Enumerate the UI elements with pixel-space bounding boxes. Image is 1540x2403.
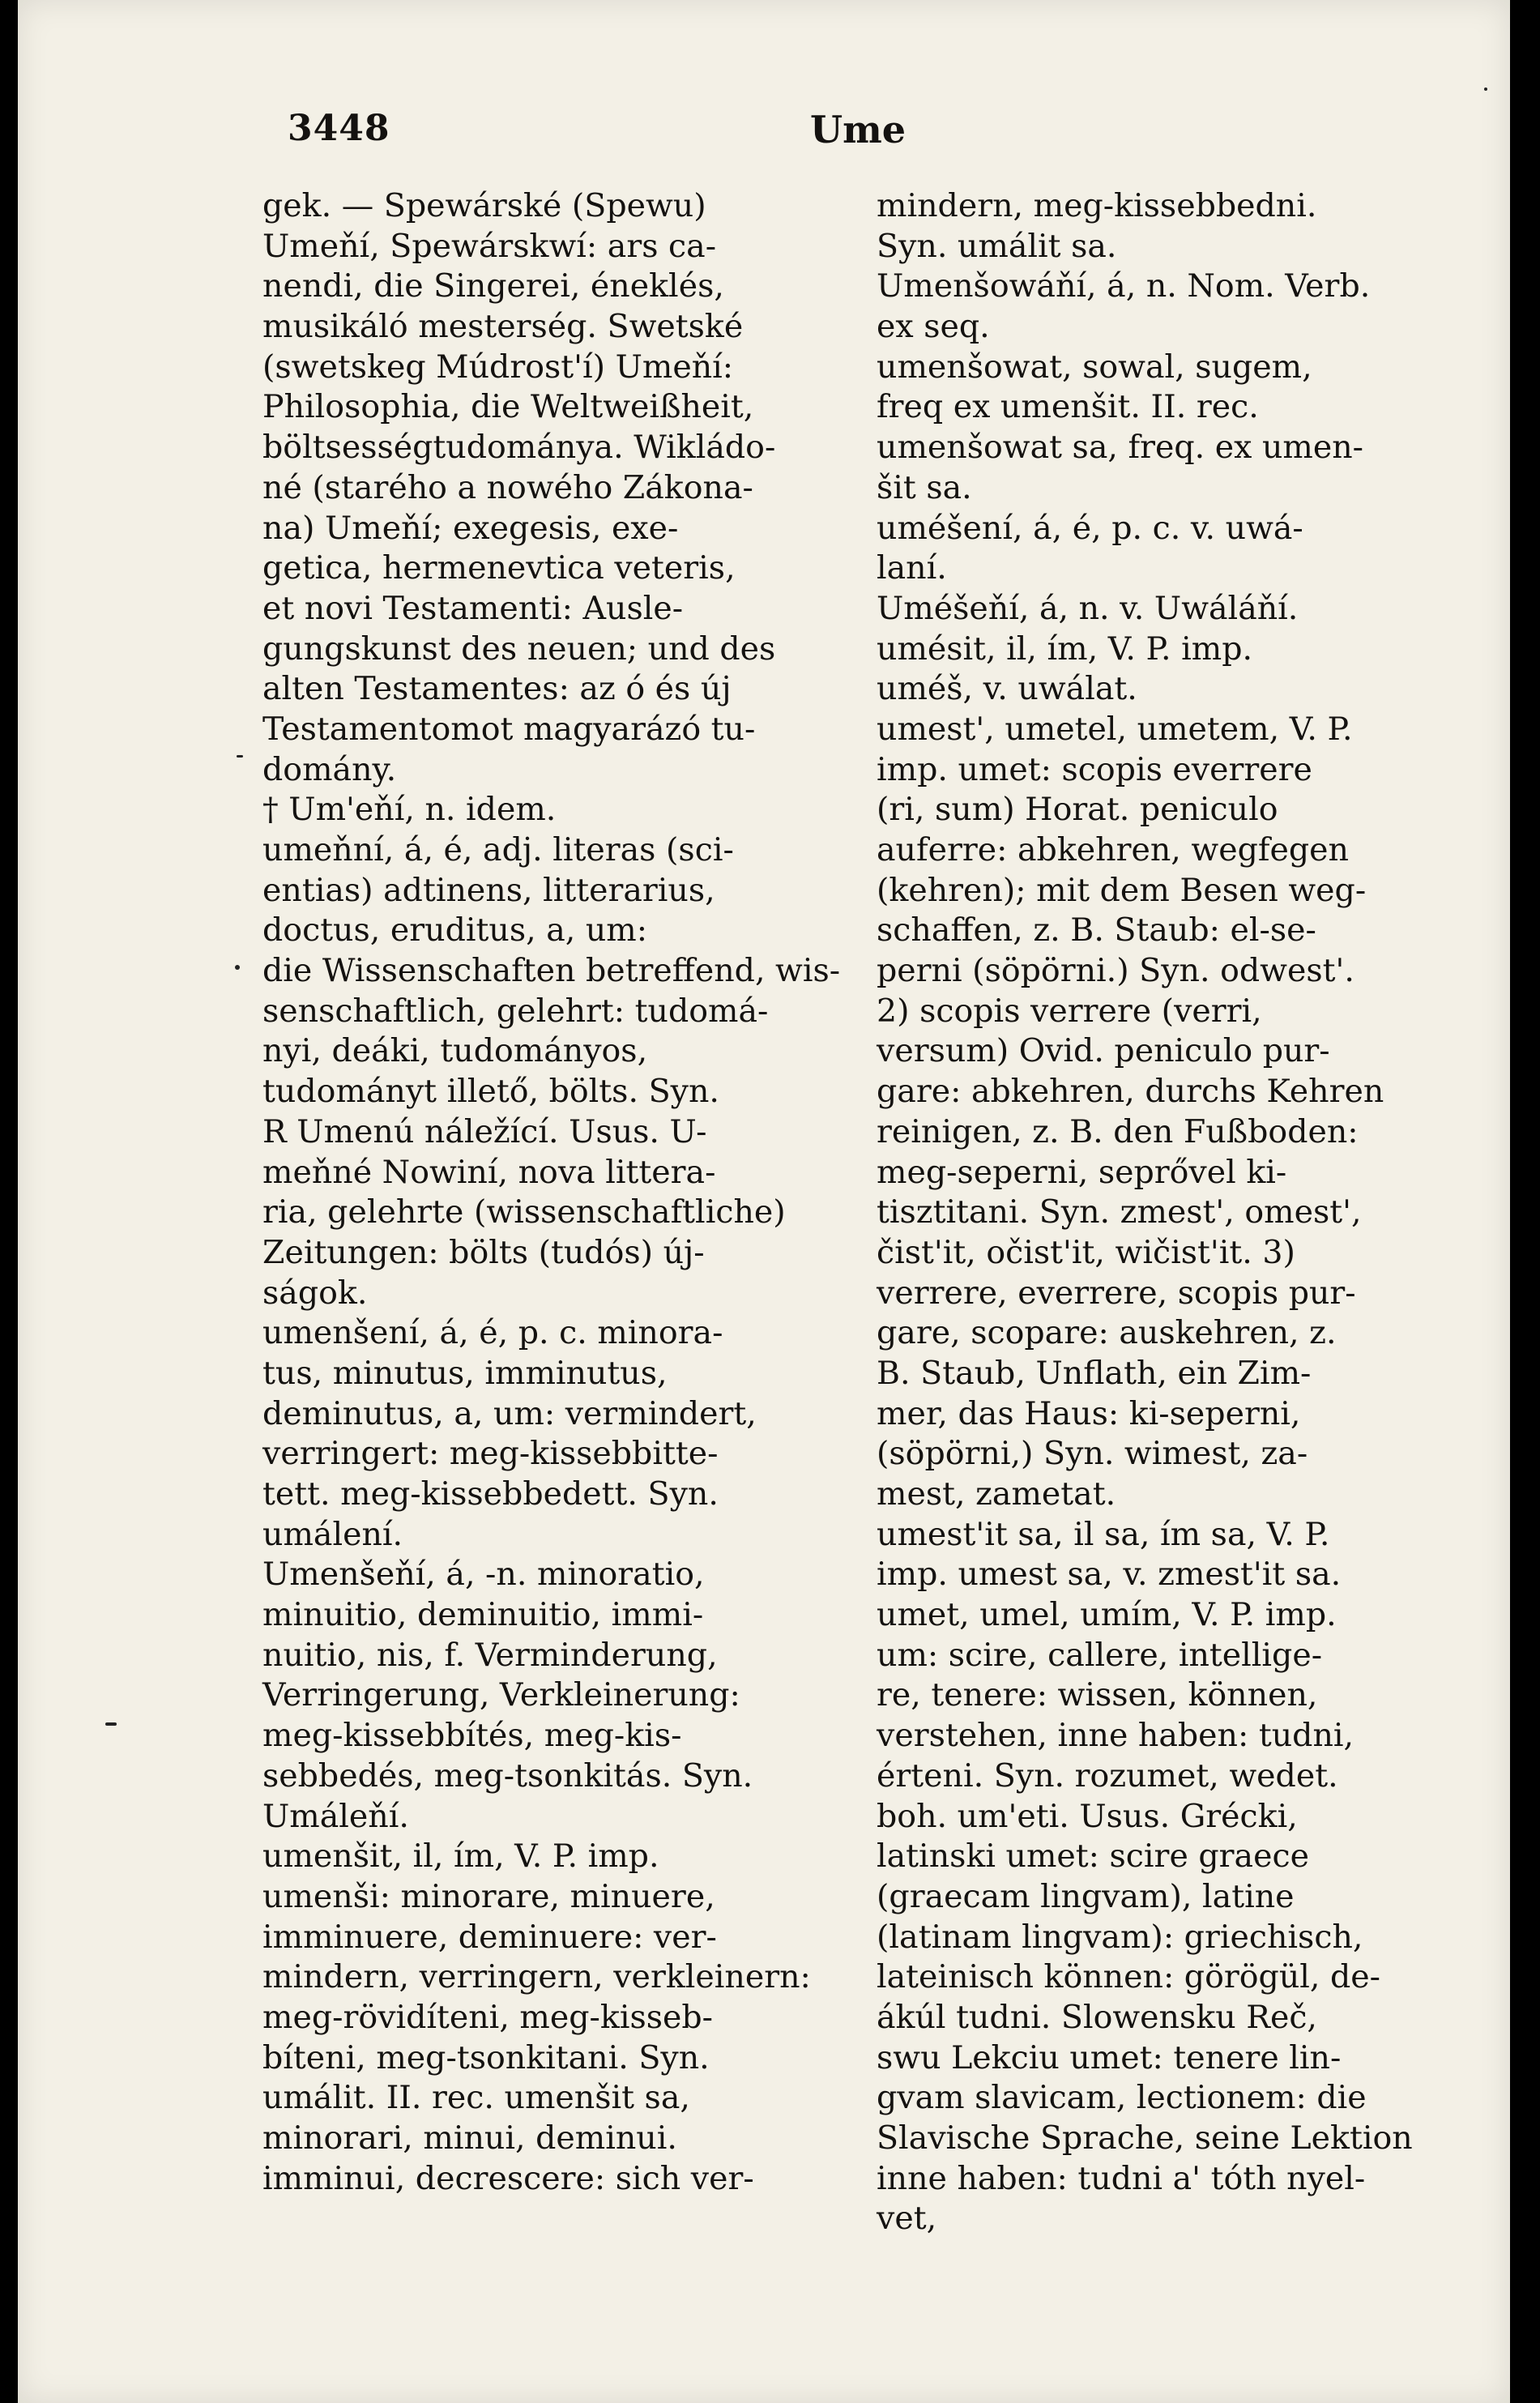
text-line: perni (söpörni.) Syn. odwest'. [877,952,1354,990]
text-line: Umenšeňí, á, -n. minoratio, [262,1556,705,1594]
text-line: laní. [877,549,947,587]
text-line: šit sa. [877,468,972,506]
text-line: nyi, deáki, tudományos, [262,1032,648,1070]
text-line: verstehen, inne haben: tudni, [877,1717,1354,1755]
text-line: tisztitani. Syn. zmest', omest', [877,1193,1362,1231]
text-line: ságok. [262,1274,368,1312]
text-line: (kehren); mit dem Besen weg- [877,871,1367,909]
text-line: imp. umet: scopis everrere [877,750,1312,788]
text-line: lateinisch können: görögül, de- [877,1958,1381,1996]
text-line: (latinam lingvam): griechisch, [877,1918,1363,1956]
text-line: latinski umet: scire graece [877,1837,1309,1876]
text-line: umálit. II. rec. umenšit sa, [262,2079,690,2117]
text-line: umet, umel, umím, V. P. imp. [877,1596,1337,1634]
text-line: swu Lekciu umet: tenere lin- [877,2038,1342,2076]
text-line: inne haben: tudni a' tóth nyel- [877,2159,1366,2197]
text-line: versum) Ovid. peniculo pur- [877,1032,1330,1070]
text-line: mindern, verringern, verkleinern: [262,1958,811,1996]
text-line: R Umenú náležící. Usus. U- [262,1112,707,1150]
text-line: umésit, il, ím, V. P. imp. [877,630,1253,668]
text-line: Philosophia, die Weltweißheit, [262,388,754,426]
text-line: Zeitungen: bölts (tudós) új- [262,1233,705,1271]
text-line: reinigen, z. B. den Fußboden: [877,1112,1359,1150]
text-line: um: scire, callere, intellige- [877,1636,1323,1674]
text-line: umeňní, á, é, adj. literas (sci- [262,831,734,869]
text-line: getica, hermenevtica veteris, [262,549,736,587]
text-line: Umeňí, Spewárskwí: ars ca- [262,227,717,265]
text-line: umenši: minorare, minuere, [262,1877,715,1915]
text-line: Uméšeňí, á, n. v. Uwáláňí. [877,589,1299,627]
text-line: verrere, everrere, scopis pur- [877,1274,1356,1312]
text-line: bíteni, meg-tsonkitani. Syn. [262,2038,710,2076]
running-head: Ume [810,108,907,152]
text-line: érteni. Syn. rozumet, wedet. [877,1756,1338,1795]
text-line: et novi Testamenti: Ausle- [262,589,684,627]
text-line: (ri, sum) Horat. peniculo [877,791,1278,829]
text-line: schaffen, z. B. Staub: el-se- [877,911,1316,950]
text-line: Verringerung, Verkleinerung: [262,1676,740,1714]
text-line: böltsességtudománya. Wikládo- [262,429,776,467]
text-line: umest', umetel, umetem, V. P. [877,710,1353,748]
text-line: uméš, v. uwálat. [877,670,1137,708]
text-line: čist'it, očist'it, wičist'it. 3) [877,1233,1295,1271]
text-line: doctus, eruditus, a, um: [262,911,648,950]
text-line: musikáló mesterség. Swetské [262,308,744,346]
text-line: umenšit, il, ím, V. P. imp. [262,1837,659,1876]
text-line: minuitio, deminuitio, immi- [262,1596,704,1634]
text-line: vet, [877,2200,937,2238]
text-line: Umenšowáňí, á, n. Nom. Verb. [877,267,1371,305]
text-line: tett. meg-kissebbedett. Syn. [262,1475,719,1513]
print-speck [237,755,243,758]
text-line: imp. umest sa, v. zmest'it sa. [877,1556,1342,1594]
text-line: na) Umeňí; exegesis, exe- [262,509,679,547]
page-number: 3448 [288,108,390,149]
text-line: auferre: abkehren, wegfegen [877,831,1349,869]
text-line: gare, scopare: auskehren, z. [877,1314,1337,1352]
text-line: deminutus, a, um: vermindert, [262,1394,757,1432]
text-line: mindern, meg-kissebbedni. [877,187,1317,224]
text-line: tus, minutus, imminutus, [262,1354,668,1392]
text-line: domány. [262,750,397,788]
right-column [877,186,1468,2239]
text-line: senschaftlich, gelehrt: tudomá- [262,992,769,1030]
text-line: gungskunst des neuen; und des [262,630,776,668]
text-line: Slavische Sprache, seine Lektion [877,2119,1413,2157]
text-line: 2) scopis verrere (verri, [877,992,1262,1030]
scan-edge [1510,0,1540,2403]
text-line: umenšowat, sowal, sugem, [877,348,1312,386]
text-line: meňné Nowiní, nova littera- [262,1153,716,1191]
text-line: (söpörni,) Syn. wimest, za- [877,1435,1308,1473]
text-line: boh. um'eti. Usus. Grécki, [877,1797,1298,1835]
text-line: gek. — Spewárské (Spewu) [262,187,706,224]
print-speck [105,1722,117,1726]
text-line: imminuere, deminuere: ver- [262,1918,717,1956]
text-line: entias) adtinens, litterarius, [262,871,715,909]
text-line: Testamentomot magyarázó tu- [262,710,756,748]
text-line: né (starého a nowého Zákona- [262,468,753,506]
text-line: mest, zametat. [877,1475,1116,1513]
text-line: (swetskeg Múdrost'í) Umeňí: [262,348,734,386]
text-line: umálení. [262,1515,403,1553]
text-line: Umáleňí. [262,1797,409,1835]
text-line: imminui, decrescere: sich ver- [262,2159,754,2197]
text-line: alten Testamentes: az ó és új [262,670,732,708]
text-line: nuitio, nis, f. Verminderung, [262,1636,718,1674]
text-line: mer, das Haus: ki-seperni, [877,1394,1301,1432]
text-line: meg-rövidíteni, meg-kisseb- [262,1998,714,2036]
left-column [262,186,846,2199]
text-line: (graecam lingvam), latine [877,1877,1295,1915]
text-line: nendi, die Singerei, éneklés, [262,267,724,305]
text-line: re, tenere: wissen, können, [877,1676,1318,1714]
text-line: ex seq. [877,308,990,346]
text-line: die Wissenschaften betreffend, wis- [262,952,841,990]
text-line: minorari, minui, deminui. [262,2119,677,2157]
text-line: meg-kissebbítés, meg-kis- [262,1717,682,1755]
print-speck [235,965,240,970]
text-line: Syn. umálit sa. [877,227,1117,265]
text-line: ria, gelehrte (wissenschaftliche) [262,1193,786,1231]
print-speck [1484,87,1487,91]
text-line: B. Staub, Unflath, ein Zim- [877,1354,1312,1392]
text-line: gvam slavicam, lectionem: die [877,2079,1367,2117]
text-line: ákúl tudni. Slowensku Reč, [877,1998,1317,2036]
text-line: meg-seperni, seprővel ki- [877,1153,1287,1191]
text-line: gare: abkehren, durchs Kehren [877,1073,1384,1111]
text-line: † Um'eňí, n. idem. [262,791,557,829]
text-line: sebbedés, meg-tsonkitás. Syn. [262,1756,753,1795]
text-line: freq ex umenšit. II. rec. [877,388,1259,426]
text-line: umest'it sa, il sa, ím sa, V. P. [877,1515,1330,1553]
text-line: verringert: meg-kissebbitte- [262,1435,719,1473]
text-line: uméšení, á, é, p. c. v. uwá- [877,509,1303,547]
text-line: umenšení, á, é, p. c. minora- [262,1314,723,1352]
text-line: tudományt illető, bölts. Syn. [262,1073,719,1111]
book-page [18,0,1510,2403]
text-line: umenšowat sa, freq. ex umen- [877,429,1364,467]
